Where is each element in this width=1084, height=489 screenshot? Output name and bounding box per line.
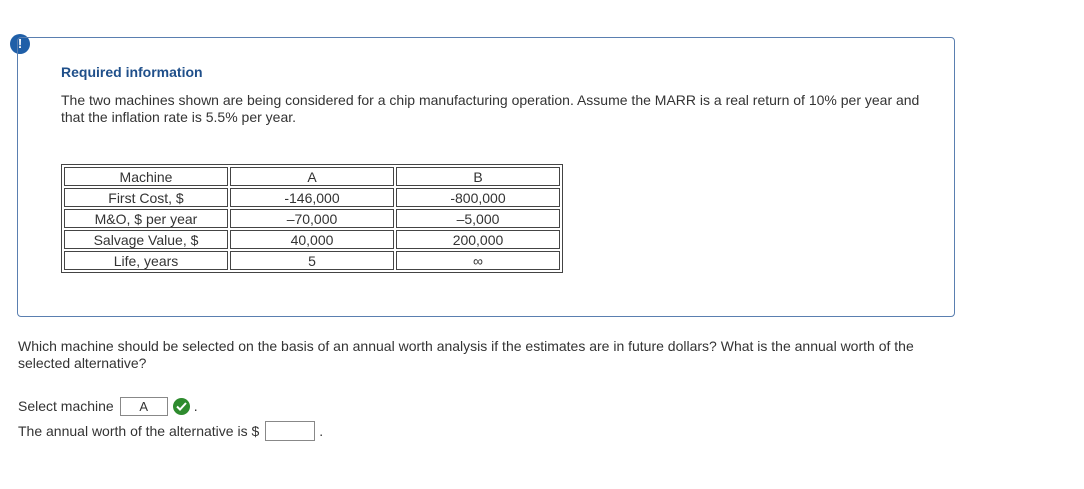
annual-worth-label: The annual worth of the alternative is $ [18,423,260,439]
table-cell: M&O, $ per year [64,209,228,228]
info-description: The two machines shown are being considered for a chip manufacturing operation. Assume the MARR is a real return of 10% per year and that the inflation rate is 5.5% per year. [61,92,920,125]
table-cell: A [230,167,394,186]
annual-worth-input[interactable] [265,421,315,441]
table-cell: Life, years [64,251,228,270]
table-cell: B [396,167,560,186]
table-row [64,230,560,249]
table-cell: -146,000 [230,188,394,207]
table-cell: Salvage Value, $ [64,230,228,249]
table-cell: First Cost, $ [64,188,228,207]
table-row [64,167,560,186]
table-cell: ∞ [396,251,560,270]
table-cell: 5 [230,251,394,270]
table-row [64,188,560,207]
table-cell: Machine [64,167,228,186]
alert-icon: ! [10,34,30,54]
question-text: Which machine should be selected on the basis of an annual worth analysis if the estimates are in future dollars? What is the annual worth of the selected alternative? [18,338,914,371]
annual-worth-row [18,420,323,442]
info-title: Required information [61,64,203,80]
select-suffix: . [193,398,198,414]
table-cell: –70,000 [230,209,394,228]
select-machine-label: Select machine [18,398,114,414]
machine-data-table [61,164,563,273]
table-cell: 40,000 [230,230,394,249]
table-cell: –5,000 [396,209,560,228]
table-cell: -800,000 [396,188,560,207]
select-machine-row [18,396,198,416]
table-row [64,251,560,270]
annual-worth-suffix: . [319,423,324,439]
select-machine-dropdown[interactable]: A [120,397,168,416]
check-icon [173,398,190,415]
table-row [64,209,560,228]
table-cell: 200,000 [396,230,560,249]
